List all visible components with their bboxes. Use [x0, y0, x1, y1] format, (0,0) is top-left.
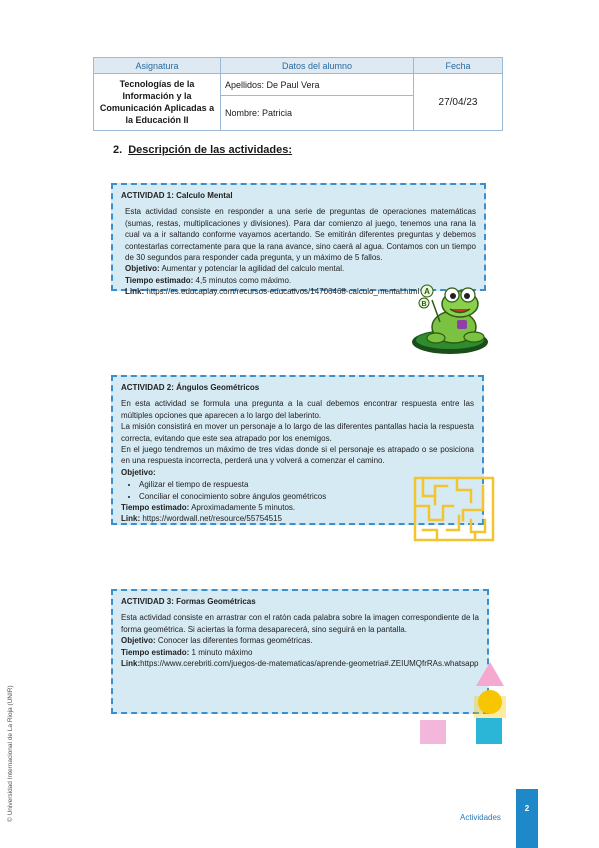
- activity-3-objective: [121, 635, 479, 646]
- time-text: 4,5 minutos como máximo.: [193, 275, 292, 285]
- objective-item: • Conciliar el conocimiento sobre ángulos geométricos: [139, 491, 474, 502]
- time-label: Tiempo estimado:: [125, 275, 194, 285]
- activity-2-description-2: La misión consistirá en mover un personaje a lo largo de las diferentes pantallas hacia la respuesta correcta, evitando que este sea atrapado por los enemigos.: [121, 422, 474, 443]
- triangle-shape: [476, 662, 504, 686]
- section-title: [113, 144, 292, 156]
- surname-cell: Apellidos: De Paul Vera: [221, 74, 414, 96]
- objective-text: Aumentar y potenciar la agilidad del calculo mental.: [159, 264, 345, 274]
- link-label: Link:: [121, 514, 141, 524]
- time-label: Tiempo estimado:: [121, 503, 190, 513]
- link-label: Link:: [125, 287, 145, 297]
- square-shape: [476, 718, 502, 744]
- sign-a-text: A: [424, 287, 430, 296]
- objective-item: • Agilizar el tiempo de respuesta: [139, 479, 474, 490]
- activity-3-time: [121, 647, 479, 658]
- activity-3-description: Esta actividad consiste en arrastrar con el ratón cada palabra sobre la imagen correspondiente de la forma geométrica. Si aciertas la forma desaparecerá, sino seguirá en la pantalla.: [121, 613, 479, 634]
- objective-text: Conocer las diferentes formas geométricas.: [155, 636, 313, 646]
- date-cell: 27/04/23: [414, 74, 503, 131]
- section-number: 2.: [113, 144, 123, 156]
- link-url[interactable]: https://www.cerebriti.com/juegos-de-matematicas/aprende-geometria#.ZEIUMQfrRAs.whatsapp: [140, 659, 479, 669]
- header-table: [93, 57, 503, 131]
- frog-illustration: [410, 282, 490, 357]
- time-text: Aproximadamente 5 minutos.: [189, 503, 296, 513]
- sidebar-credit: © Universidad Internacional de La Rioja (UNIR): [7, 685, 14, 822]
- objective-label: Objetivo:: [125, 264, 160, 274]
- link-url[interactable]: https://es.educaplay.com/recursos-educativos/14706468-calculo_mental.html: [144, 287, 420, 297]
- activity-3-title: ACTIVIDAD 3: Formas Geométricas: [121, 597, 256, 606]
- link-label: Link:: [121, 659, 141, 669]
- activity-1-box: [111, 183, 486, 297]
- activity-2-description-1: En esta actividad se formula una pregunta a la cual debemos encontrar respuesta entre las múltiples opciones que aparecen a lo largo del laberinto.: [121, 399, 474, 420]
- maze-illustration: [413, 476, 495, 542]
- activity-1-objective: [121, 263, 476, 274]
- header-col-student: Datos del alumno: [221, 58, 414, 74]
- frog-book: [457, 320, 467, 329]
- page-number: 2: [524, 804, 530, 813]
- header-col-date: Fecha: [414, 58, 503, 74]
- name-cell: Nombre: Patricia: [221, 96, 414, 131]
- activity-2-title: ACTIVIDAD 2: Ángulos Geométricos: [121, 383, 260, 392]
- header-col-subject: Asignatura: [94, 58, 221, 74]
- activity-1-description: Esta actividad consiste en responder a una serie de preguntas de operaciones matemáticas (sumas, restas, multiplicaciones y divisiones). Para dar comienzo al juego, tenemos una rana la cual va a ir saltando conforme vayamos acertando. Se emitirán diferentes preguntas y debemos contestarlas correctamente para que la rana avance, sino caerá al agua. Contamos con un tiempo de 30 segundos para responder cada pregunta, y un máximo de 5 fallos.: [125, 207, 476, 263]
- activity-2-objective-label: Objetivo:: [121, 467, 156, 477]
- rectangle-shape: [420, 720, 446, 744]
- page-number-tab: [516, 789, 538, 848]
- shapes-illustration: [418, 660, 508, 746]
- time-text: 1 minuto máximo: [189, 647, 253, 657]
- section-title-text: Descripción de las actividades:: [128, 144, 293, 156]
- footer-label: Actividades: [460, 813, 501, 822]
- subject-cell: Tecnologías de la Información y la Comunicación Aplicadas a la Educación II: [94, 74, 221, 131]
- objective-label: Objetivo:: [121, 636, 156, 646]
- sign-b-text: B: [421, 301, 427, 308]
- time-label: Tiempo estimado:: [121, 647, 190, 657]
- activity-2-description-3: En el juego tendremos un máximo de tres vidas donde si el personaje es atrapado o se posiciona en una respuesta incorrecta, perderá una y volverá a comenzar el camino.: [121, 445, 474, 466]
- link-url[interactable]: https://wordwall.net/resource/55754515: [140, 514, 282, 524]
- activity-1-title: ACTIVIDAD 1: Calculo Mental: [121, 191, 233, 200]
